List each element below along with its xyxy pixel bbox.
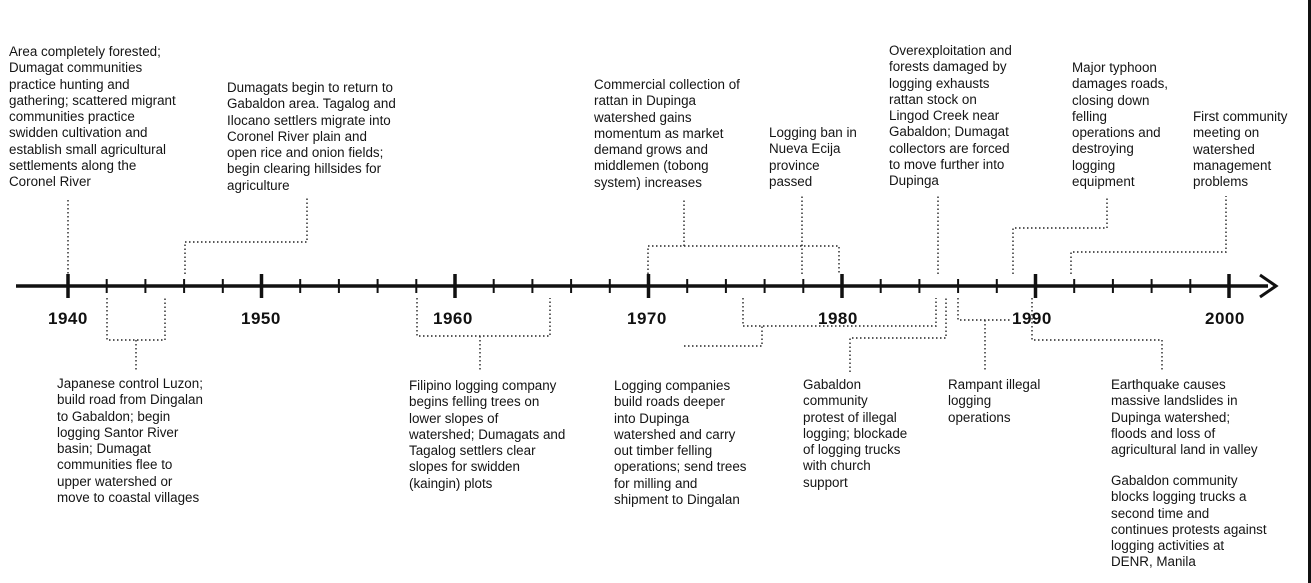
- event-text-line: Dupinga: [889, 173, 939, 189]
- event-text-line: middlemen (tobong: [594, 158, 709, 174]
- event-text-line: begin clearing hillsides for: [227, 161, 382, 177]
- event-text-line: to Gabaldon; begin: [57, 408, 171, 424]
- year-label-1960: 1960: [433, 309, 473, 328]
- year-label-1950: 1950: [241, 309, 281, 328]
- event-text-line: Logging ban in: [769, 125, 857, 140]
- event-text-line: watershed: [1193, 141, 1255, 157]
- event-text-line: Ilocano settlers migrate into: [227, 112, 391, 128]
- event-text-line: logging Santor River: [57, 424, 179, 440]
- event-text-line: Filipino logging company: [409, 378, 557, 393]
- event-text-line: Dumagat communities: [9, 60, 143, 76]
- event-text-line: rattan in Dupinga: [594, 93, 696, 109]
- event-text-line: Japanese control Luzon;: [57, 376, 203, 391]
- event-text-line: momentum as market: [594, 125, 724, 141]
- event-text-line: Overexploitation and: [889, 43, 1012, 58]
- event-text-line: Nueva Ecija: [769, 141, 841, 157]
- event-text-line: province: [769, 157, 820, 173]
- event-text-line: closing down: [1072, 92, 1150, 108]
- event-text-line: system) increases: [594, 174, 702, 190]
- event-text-line: of logging trucks: [803, 442, 901, 458]
- event-text-line: agricultural land in valley: [1111, 442, 1258, 458]
- event-text-line: Dumagats begin to return to: [227, 80, 393, 95]
- event-text-line: watershed and carry: [614, 426, 736, 442]
- event-text-line: basin; Dumagat: [57, 441, 151, 457]
- event-text-line: Gabaldon area. Tagalog and: [227, 96, 396, 112]
- event-text-line: gathering; scattered migrant: [9, 92, 176, 108]
- event-text-line: open rice and onion fields;: [227, 145, 384, 161]
- event-dumagats-return: [227, 80, 396, 194]
- event-text-line: damages roads,: [1072, 76, 1169, 92]
- dotted-connector: [958, 298, 1010, 370]
- event-text-line: Logging companies: [614, 378, 731, 393]
- event-text-line: move to coastal villages: [57, 490, 200, 506]
- event-rampant-illegal-logging: [948, 377, 1040, 426]
- event-filipino-logging-company: [409, 378, 565, 492]
- event-text-line: blocks logging trucks a: [1111, 489, 1247, 505]
- event-text-line: Tagalog settlers clear: [409, 443, 536, 459]
- event-text-line: community: [803, 393, 868, 409]
- event-major-typhoon: [1072, 60, 1168, 190]
- year-label-1990: 1990: [1012, 309, 1052, 328]
- event-text-line: Major typhoon: [1072, 60, 1157, 75]
- event-earthquake: [1111, 377, 1258, 458]
- event-text-line: to move further into: [889, 157, 1005, 173]
- event-text-line: swidden cultivation and: [9, 125, 148, 141]
- event-text-line: Gabaldon: [803, 377, 862, 392]
- event-text-line: Commercial collection of: [594, 77, 740, 92]
- event-text-line: felling: [1072, 108, 1107, 124]
- dotted-connector: [1013, 196, 1107, 274]
- event-text-line: operations; send trees: [614, 459, 747, 475]
- event-logging-companies-roads: [614, 378, 747, 508]
- event-text-line: Coronel River: [9, 174, 91, 190]
- event-text-line: forests damaged by: [889, 59, 1007, 75]
- event-text-line: establish small agricultural: [9, 141, 167, 157]
- event-text-line: logging: [1072, 157, 1116, 173]
- event-text-line: management: [1193, 157, 1272, 173]
- event-text-line: Gabaldon; Dumagat: [889, 124, 1009, 140]
- event-text-line: slopes for swidden: [409, 459, 520, 475]
- event-text-line: operations: [948, 409, 1011, 425]
- event-logging-ban: [769, 125, 857, 190]
- event-text-line: lower slopes of: [409, 410, 499, 426]
- event-text-line: build roads deeper: [614, 394, 725, 410]
- event-text-line: for milling and: [614, 475, 698, 491]
- event-text-line: massive landslides in: [1111, 393, 1238, 409]
- event-text-line: destroying: [1072, 141, 1134, 157]
- dotted-connector: [1071, 196, 1226, 274]
- event-text-line: Lingod Creek near: [889, 108, 1000, 124]
- dotted-connector: [684, 298, 936, 346]
- event-text-line: settlements along the: [9, 158, 137, 174]
- event-text-line: (kaingin) plots: [409, 475, 493, 491]
- event-text-line: collectors are forced: [889, 140, 1010, 156]
- event-text-line: practice hunting and: [9, 76, 130, 92]
- event-text-line: problems: [1193, 174, 1249, 190]
- event-text-line: Rampant illegal: [948, 377, 1041, 392]
- event-text-line: Area completely forested;: [9, 44, 161, 59]
- event-text-line: support: [803, 474, 848, 490]
- event-text-line: protest of illegal: [803, 409, 897, 425]
- year-label-1940: 1940: [48, 309, 88, 328]
- event-text-line: logging activities at: [1111, 538, 1225, 554]
- event-overexploitation: [889, 43, 1012, 190]
- event-text-line: Gabaldon community: [1111, 473, 1238, 488]
- event-gabaldon-protest: [803, 377, 907, 491]
- event-text-line: communities flee to: [57, 457, 173, 473]
- event-text-line: logging exhausts: [889, 75, 990, 91]
- event-text-line: watershed; Dumagats and: [409, 426, 566, 442]
- event-area-forested: [9, 44, 176, 191]
- event-text-line: logging: [948, 393, 992, 409]
- event-text-line: second time and: [1111, 505, 1210, 521]
- event-text-line: continues protests against: [1111, 521, 1267, 537]
- event-text-line: DENR, Manila: [1111, 554, 1196, 570]
- event-text-line: watershed gains: [594, 109, 692, 125]
- dotted-connector: [185, 196, 307, 274]
- dotted-connector: [107, 298, 165, 370]
- event-text-line: rattan stock on: [889, 91, 977, 107]
- event-japanese-control: [57, 376, 203, 506]
- event-text-line: out timber felling: [614, 443, 713, 459]
- event-text-line: begins felling trees on: [409, 394, 540, 410]
- year-label-2000: 2000: [1205, 309, 1245, 328]
- event-text-line: with church: [803, 458, 871, 474]
- event-text-line: passed: [769, 173, 813, 189]
- event-text-line: communities practice: [9, 109, 135, 125]
- event-rattan-collection: [594, 77, 740, 191]
- event-text-line: floods and loss of: [1111, 425, 1216, 441]
- event-first-community-meeting: [1193, 109, 1288, 190]
- event-text-line: Dupinga watershed;: [1111, 409, 1231, 425]
- year-label-1970: 1970: [627, 309, 667, 328]
- event-text-line: meeting on: [1193, 125, 1260, 141]
- event-text-line: demand grows and: [594, 142, 708, 158]
- event-text-line: operations and: [1072, 125, 1161, 141]
- event-text-line: Earthquake causes: [1111, 377, 1226, 392]
- dotted-connector: [648, 200, 839, 274]
- event-text-line: into Dupinga: [614, 410, 690, 426]
- dotted-connector: [850, 298, 946, 372]
- event-text-line: First community: [1193, 109, 1288, 124]
- event-text-line: equipment: [1072, 174, 1135, 190]
- event-text-line: Coronel River plain and: [227, 128, 367, 144]
- event-text-line: upper watershed or: [57, 473, 173, 489]
- event-text-line: shipment to Dingalan: [614, 492, 740, 508]
- event-text-line: build road from Dingalan: [57, 392, 203, 408]
- event-text-line: agriculture: [227, 177, 290, 193]
- event-text-line: logging; blockade: [803, 425, 908, 441]
- year-label-1980: 1980: [818, 309, 858, 328]
- event-second-blockade: [1111, 473, 1267, 571]
